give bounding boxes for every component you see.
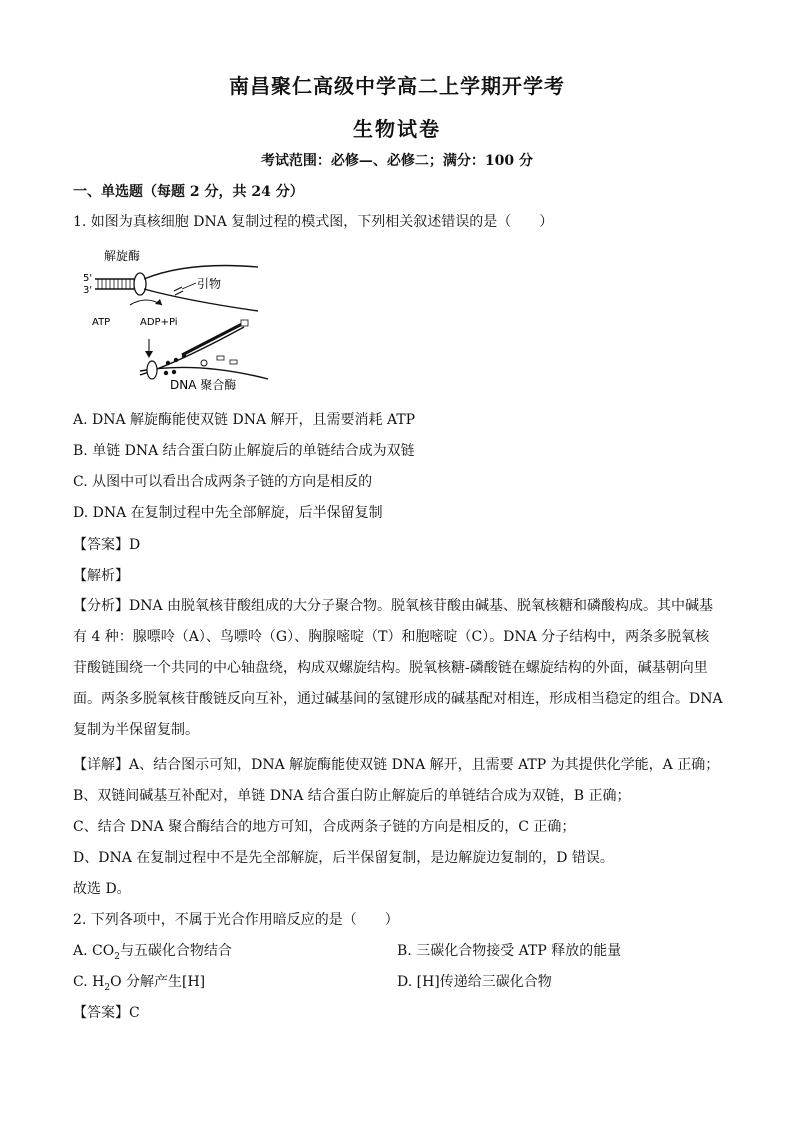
primer-label: 引物	[197, 277, 222, 291]
primer-shape	[174, 287, 183, 295]
question-2-option-a: A. $CO_2$与五碳化合物结合	[73, 943, 232, 962]
question-2-stem: 2. 下列各项中，不属于光合作用暗反应的是（ ）	[73, 912, 399, 928]
question-1-option-a: A. DNA 解旋酶能使双链 DNA 解开，且需要消耗 ATP	[73, 412, 416, 428]
question-1-option-c: C. 从图中可以看出合成两条子链的方向是相反的	[73, 474, 373, 490]
down-arrowhead	[145, 351, 153, 358]
question-1-answer: 【答案】D	[73, 537, 141, 553]
exam-scope: 考试范围：必修—、必修二；满分：100 分	[260, 153, 534, 169]
question-1-analysis: 【分析】DNA 由脱氧核苷酸组成的大分子聚合物。脱氧核苷酸由碱基、脱氧核糖和磷酸构成。其中碱基有 4 种：腺嘌呤（A）、鸟嘌呤（G）、胸腺嘧啶（T）和胞嘧啶（C）。DNA 分子结构中，两条多脱氧核苷酸链围绕一个共同的中心轴盘绕，构成双螺旋结构。脱氧核糖-磷酸链在螺旋结构的外面，碱基朝向里面。两条多脱氧核苷酸链反向互补，通过碱基间的氢键形成的碱基配对相连，形成相当稳定的组合。DNA 复制为半保留复制。	[73, 598, 723, 738]
atp-label: ATP	[92, 317, 111, 328]
question-2-option-d: D. [H]传递给三碳化合物	[397, 974, 552, 990]
polymerase-label: DNA 聚合酶	[170, 378, 237, 392]
question-1-detail-c: C、结合 DNA 聚合酶结合的地方可知，合成两条子链的方向是相反的，C 正确；	[73, 819, 576, 835]
question-1-option-b: B. 单链 DNA 结合蛋白防止解旋后的单链结合成为双链	[73, 443, 415, 459]
question-1-detail-b: B、双链间碱基互补配对，单链 DNA 结合蛋白防止解旋后的单链结合成为双链，B 正确；	[73, 788, 631, 804]
three-prime-label: 3'	[83, 285, 93, 296]
dna-replication-figure	[78, 243, 288, 395]
lagging-template-strand	[144, 289, 258, 311]
okazaki-fragment-1	[217, 356, 224, 360]
helicase-shape	[134, 273, 146, 295]
binding-proteins	[164, 354, 186, 375]
daughter-strand	[182, 323, 244, 355]
question-2-answer: 【答案】C	[73, 1005, 140, 1021]
question-1-option-d: D. DNA 在复制过程中先全部解旋，后半保留复制	[73, 505, 383, 521]
okazaki-fragment-2	[230, 360, 237, 364]
polymerase-helicase-shape	[147, 361, 157, 379]
question-1-conclusion: 故选 D。	[73, 881, 131, 897]
strand-end	[241, 320, 248, 326]
adp-label: ADP+Pi	[140, 317, 178, 328]
five-prime-label: 5'	[83, 273, 93, 284]
primer-pointer	[182, 283, 196, 289]
polymerase-dot	[201, 360, 207, 366]
helicase-label: 解旋酶	[104, 249, 141, 263]
subject-title: 生物试卷	[353, 117, 441, 141]
question-1-stem: 1. 如图为真核细胞 DNA 复制过程的模式图，下列相关叙述错误的是（ ）	[73, 214, 554, 230]
question-1-detail-a: 【详解】A、结合图示可知，DNA 解旋酶能使双链 DNA 解开，且需要 ATP 为其提供化学能，A 正确；	[73, 757, 720, 773]
question-1-analysis-label: 【解析】	[73, 568, 129, 584]
school-title: 南昌聚仁高级中学高二上学期开学考	[229, 74, 565, 98]
base-pairs	[98, 279, 134, 289]
question-2-option-b: B. 三碳化合物接受 ATP 释放的能量	[397, 943, 622, 959]
section-heading: 一、单选题（每题 2 分，共 24 分）	[73, 184, 304, 200]
question-1-detail-d: D、DNA 在复制过程中不是先全部解旋，后半保留复制，是边解旋边复制的，D 错误。	[73, 850, 614, 866]
question-2-option-c: C. $H_2O$ 分解产生[H]	[73, 974, 206, 993]
